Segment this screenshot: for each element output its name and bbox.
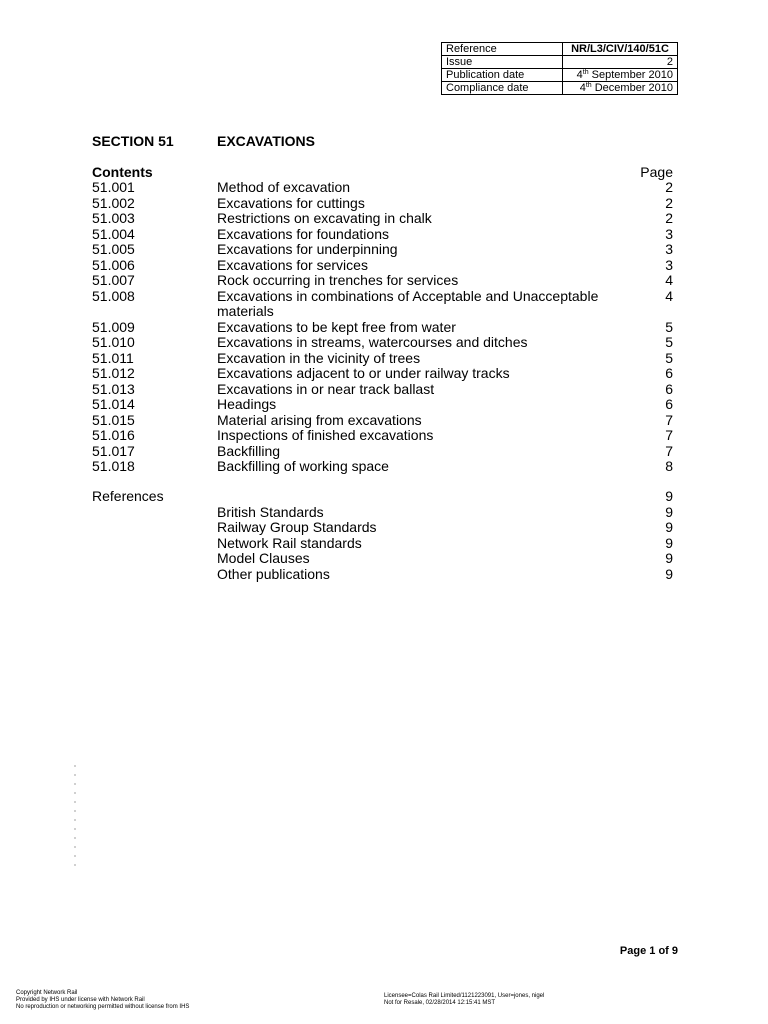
toc-item-number: 51.011: [92, 349, 134, 366]
issue-label: Issue: [442, 56, 563, 69]
toc-item-number: 51.013: [92, 380, 135, 397]
toc-item: [0, 428, 768, 444]
toc-item-title: Excavations in streams, watercourses and ditches: [217, 334, 528, 350]
toc-item-title: Excavations for cuttings: [217, 194, 365, 211]
toc-item-title: Excavations in or near track ballast: [217, 380, 435, 397]
toc-item-number: 51.003: [92, 210, 135, 226]
toc-item-title: Excavations adjacent to or under railway tracks: [217, 365, 510, 381]
toc-item: [0, 273, 768, 289]
reference-item: [0, 567, 768, 583]
compliance-date-label: Compliance date: [442, 82, 563, 95]
toc-item-number: 51.004: [92, 225, 135, 242]
toc-item-page: 2: [665, 179, 673, 195]
toc-item-page: 5: [665, 318, 673, 335]
toc-item: [0, 382, 768, 398]
toc-item-title: Excavation in the vicinity of trees: [217, 349, 421, 366]
toc-item: [0, 335, 768, 351]
reference-item-title: Railway Group Standards: [217, 519, 377, 535]
toc-item-page: 3: [665, 225, 673, 242]
toc-item: [0, 366, 768, 382]
references-section: [0, 489, 768, 582]
margin-watermark: [72, 765, 78, 875]
toc-item-page: 5: [665, 334, 673, 350]
toc-item: [0, 180, 768, 196]
toc-item-title: Excavations for services: [217, 256, 368, 273]
toc-item-number: 51.010: [92, 334, 135, 350]
section-number: SECTION 51: [92, 133, 174, 149]
toc-item-page: 2: [665, 210, 673, 226]
toc-item-page: 7: [665, 427, 673, 443]
reference-label: Reference: [442, 43, 563, 56]
toc-item-number: 51.014: [92, 396, 135, 412]
footer-left: [16, 990, 189, 1011]
compliance-date-row: [442, 82, 678, 95]
toc-item-number: 51.009: [92, 318, 135, 335]
toc-item-number: 51.006: [92, 256, 135, 273]
toc-item-page: 7: [665, 442, 673, 459]
toc-item: [0, 413, 768, 429]
toc-item-page: 2: [665, 194, 673, 211]
toc-item: [0, 227, 768, 243]
toc-item-title: Method of excavation: [217, 179, 351, 195]
toc-item-number: 51.002: [92, 194, 135, 211]
toc-item-title: Excavations in combinations of Acceptable and Unacceptable materials: [217, 287, 599, 319]
toc-item-page: 4: [665, 287, 673, 304]
footer-line: No reproduction or networking permitted without license from IHS: [16, 1004, 190, 1010]
reference-item-title: Model Clauses: [217, 550, 310, 566]
toc-item-page: 3: [665, 256, 673, 273]
toc-item-page: 6: [665, 380, 673, 397]
reference-value: NR/L3/CIV/140/51C: [563, 43, 678, 56]
toc-item-number: 51.016: [92, 427, 135, 443]
toc-item-number: 51.008: [92, 287, 135, 304]
toc-item: [0, 397, 768, 413]
toc-item: [0, 242, 768, 258]
toc-item-title: Headings: [217, 396, 277, 412]
references-list: [0, 505, 768, 583]
references-heading-row: [0, 489, 768, 505]
reference-item: [0, 505, 768, 521]
toc-item-title: Excavations for foundations: [217, 225, 389, 242]
toc-item-title: Rock occurring in trenches for services: [217, 272, 459, 288]
reference-item-title: British Standards: [217, 503, 324, 520]
toc-item: [0, 211, 768, 227]
reference-item: [0, 551, 768, 567]
section-title: EXCAVATIONS: [217, 133, 316, 149]
footer-line: Provided by IHS under license with Network Rail: [16, 997, 145, 1003]
toc-item-title: Excavations to be kept free from water: [217, 318, 456, 335]
reference-item-title: Network Rail standards: [217, 534, 362, 551]
toc-item-page: 6: [665, 365, 673, 381]
references-heading: References: [92, 488, 164, 504]
toc-item-page: 8: [665, 458, 673, 474]
toc-item-number: 51.007: [92, 272, 135, 288]
references-page: 9: [665, 488, 673, 504]
footer-line: Copyright Network Rail: [16, 990, 78, 996]
toc-item-page: 5: [665, 349, 673, 366]
toc-item-number: 51.018: [92, 458, 135, 474]
compliance-date-value: 4th December 2010: [563, 82, 678, 95]
issue-value: 2: [563, 56, 678, 69]
toc-item: [0, 289, 768, 320]
reference-item-page: 9: [665, 503, 673, 520]
toc-item: [0, 459, 768, 475]
publication-date-value: 4th September 2010: [563, 69, 678, 82]
toc-item-number: 51.005: [92, 241, 135, 257]
toc-item-page: 3: [665, 241, 673, 257]
toc-item-title: Backfilling of working space: [217, 458, 389, 474]
toc-item-number: 51.017: [92, 442, 135, 459]
reference-item-page: 9: [665, 519, 673, 535]
toc-item: [0, 258, 768, 274]
footer-line: Not for Resale, 02/28/2014 12:15:41 MST: [384, 1000, 496, 1006]
page-number: Page 1 of 9: [619, 945, 678, 957]
publication-date-label: Publication date: [442, 69, 563, 82]
table-of-contents: [0, 180, 768, 475]
toc-item-number: 51.015: [92, 411, 135, 428]
toc-item-title: Restrictions on excavating in chalk: [217, 210, 432, 226]
contents-heading: Contents: [92, 164, 153, 180]
reference-item-page: 9: [665, 565, 673, 582]
toc-item-title: Excavations for underpinning: [217, 241, 398, 257]
toc-item-number: 51.001: [92, 179, 135, 195]
reference-item: [0, 536, 768, 552]
reference-item-page: 9: [665, 534, 673, 551]
footer-line: Licensee=Colas Rail Limited/1121223091, User=jones, nigel: [384, 993, 545, 999]
toc-item-title: Backfilling: [217, 442, 281, 459]
reference-row: [442, 43, 678, 56]
toc-item: [0, 444, 768, 460]
toc-item-page: 4: [665, 272, 673, 288]
reference-item-page: 9: [665, 550, 673, 566]
issue-row: [442, 56, 678, 69]
toc-item: [0, 196, 768, 212]
reference-item: [0, 520, 768, 536]
toc-item-title: Inspections of finished excavations: [217, 427, 434, 443]
reference-table: [441, 42, 678, 95]
reference-item-title: Other publications: [217, 565, 330, 582]
toc-item-page: 6: [665, 396, 673, 412]
toc-item-page: 7: [665, 411, 673, 428]
toc-item: [0, 351, 768, 367]
toc-item-number: 51.012: [92, 365, 135, 381]
publication-date-row: [442, 69, 678, 82]
toc-item-title: Material arising from excavations: [217, 411, 422, 428]
page-column-heading: Page: [640, 164, 673, 180]
footer-right: [384, 993, 544, 1007]
toc-item: [0, 320, 768, 336]
